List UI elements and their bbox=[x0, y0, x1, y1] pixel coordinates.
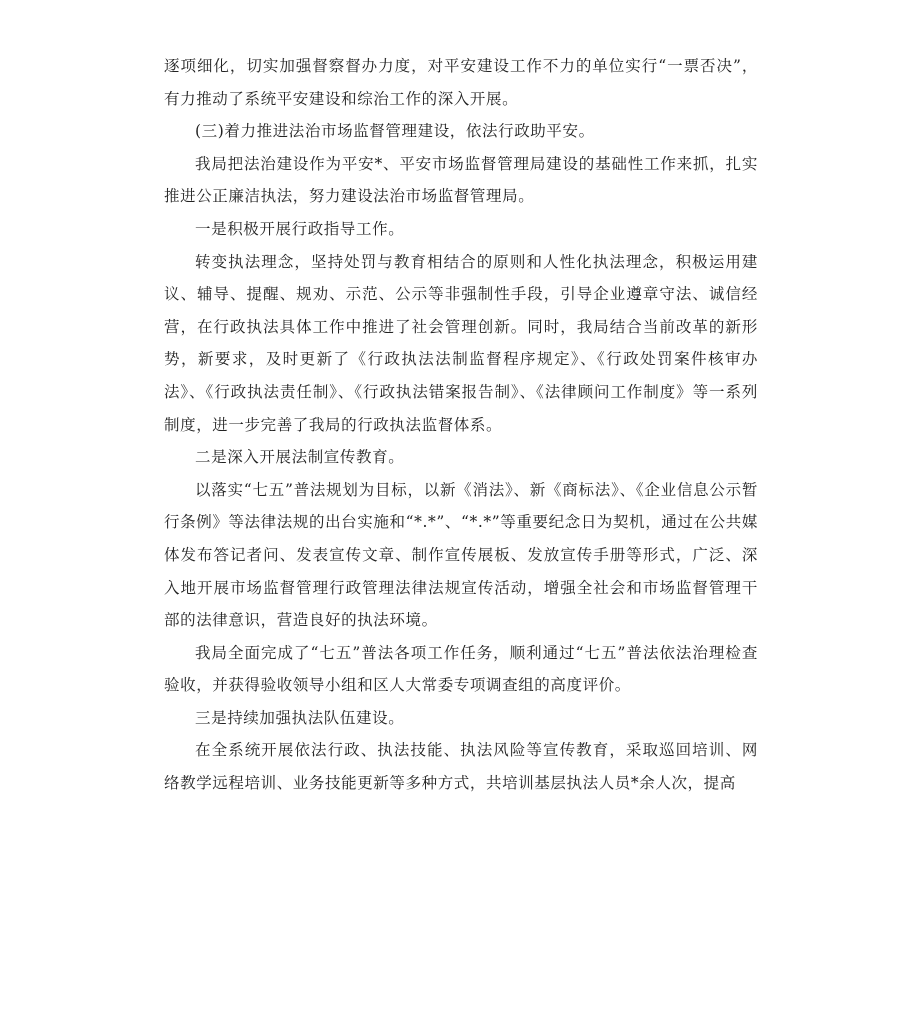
subheading-administrative-guidance: 一是积极开展行政指导工作。 bbox=[195, 219, 405, 238]
paragraph-administrative-guidance: 转变执法理念，坚持处罚与教育相结合的原则和人性化执法理念，积极运用建议、辅导、提醒、规劝、示范、公示等非强制性手段，引导企业遵章守法、诚信经营，在行政执法具体工作中推进了社会管理创新。同时，我局结合当前改革的新形势，新要求，及时更新了《行政执法法制监督程序规定》、《行政处罚案件核审办法》、《行政执法责任制》、《行政执法错案报告制》、《法律顾问工作制度》等一系列制度，进一步完善了我局的行政执法监督体系。 bbox=[164, 252, 758, 434]
paragraph-seventh-five-year-plan: 我局全面完成了“七五”普法各项工作任务，顺利通过“七五”普法依法治理检查验收，并获得验收领导小组和区人大常委专项调查组的高度评价。 bbox=[164, 643, 758, 695]
paragraph-enforcement-team: 在全系统开展依法行政、执法技能、执法风险等宣传教育，采取巡回培训、网络教学远程培训、业务技能更新等多种方式，共培训基层执法人员*余人次，提高 bbox=[164, 741, 758, 793]
paragraph-continuation: 逐项细化，切实加强督察督办力度，对平安建设工作不力的单位实行“一票否决”，有力推动了系统平安建设和综治工作的深入开展。 bbox=[164, 57, 758, 108]
paragraph-rule-of-law-intro: 我局把法治建设作为平安*、平安市场监督管理局建设的基础性工作来抓，扎实推进公正廉洁执法，努力建设法治市场监督管理局。 bbox=[164, 154, 758, 206]
section-heading-rule-of-law: (三)着力推进法治市场监督管理建设，依法行政助平安。 bbox=[195, 122, 595, 141]
document-body bbox=[164, 50, 758, 800]
paragraph-legal-education: 以落实“七五”普法规划为目标，以新《消法》、新《商标法》、《企业信息公示暂行条例》等法律法规的出台实施和“*.*”、“*.*”等重要纪念日为契机，通过在公共媒体发布答记者问、发表宣传文章、制作宣传展板、发放宣传手册等形式，广泛、深入地开展市场监督管理行政管理法律法规宣传活动，增强全社会和市场监督管理干部的法律意识，营造良好的执法环境。 bbox=[164, 480, 758, 630]
subheading-enforcement-team: 三是持续加强执法队伍建设。 bbox=[195, 708, 405, 727]
subheading-legal-education: 二是深入开展法制宣传教育。 bbox=[195, 448, 405, 467]
